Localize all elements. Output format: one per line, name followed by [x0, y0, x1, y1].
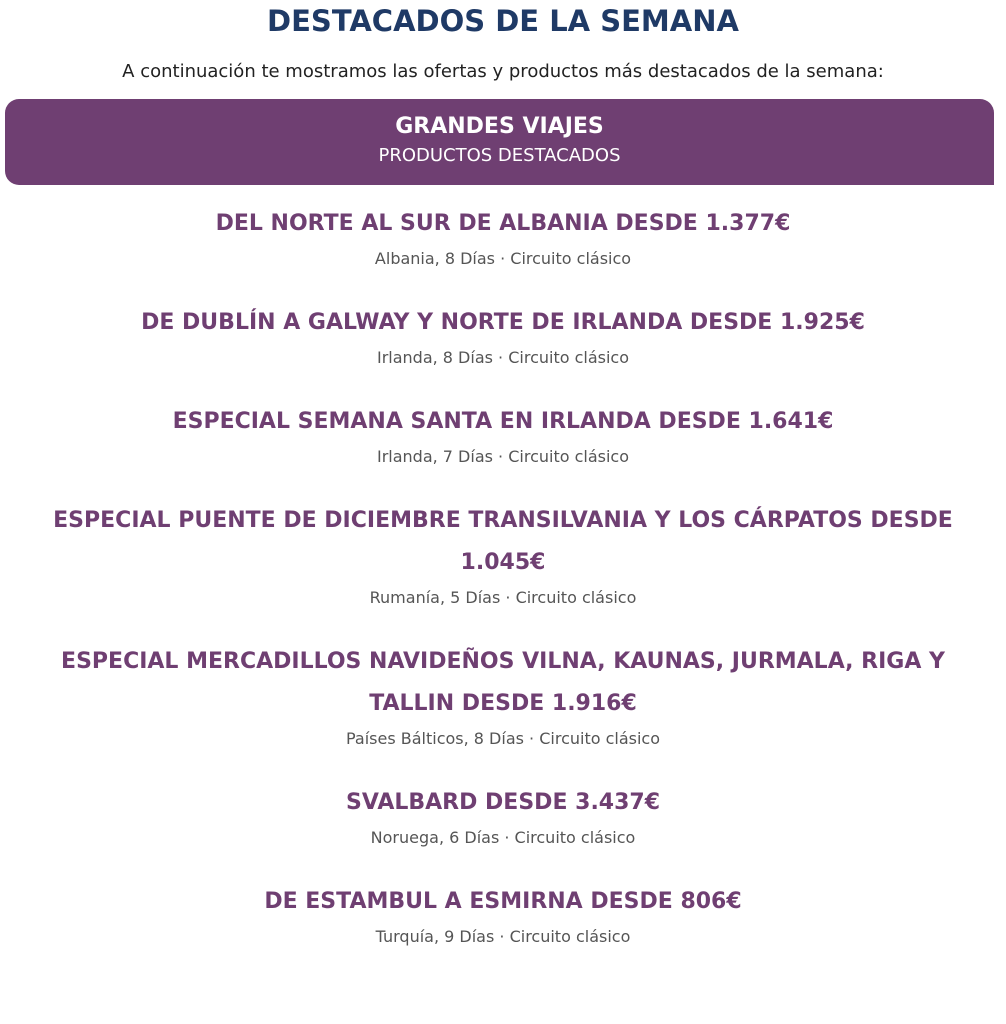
- product-item: [0, 302, 1006, 374]
- product-meta: Irlanda, 8 Días · Circuito clásico: [376, 348, 630, 367]
- banner-subtitle: PRODUCTOS DESTACADOS: [378, 145, 621, 166]
- product-item: [0, 401, 1006, 473]
- product-list: [0, 203, 1006, 953]
- product-item: [0, 500, 1006, 614]
- product-meta: Noruega, 6 Días · Circuito clásico: [370, 828, 636, 847]
- category-banner: [5, 99, 994, 185]
- product-title-link[interactable]: DE ESTAMBUL A ESMIRNA DESDE 806€: [264, 889, 742, 914]
- product-title-link[interactable]: SVALBARD DESDE 3.437€: [345, 790, 661, 815]
- product-item: [0, 641, 1006, 755]
- product-meta: Irlanda, 7 Días · Circuito clásico: [376, 447, 630, 466]
- product-title-link[interactable]: DE DUBLÍN A GALWAY Y NORTE DE IRLANDA DESDE 1.925€: [141, 310, 865, 335]
- product-item: [0, 881, 1006, 953]
- product-meta: Albania, 8 Días · Circuito clásico: [374, 249, 632, 268]
- intro-text: A continuación te mostramos las ofertas y productos más destacados de la semana:: [122, 61, 884, 82]
- product-title-link[interactable]: DEL NORTE AL SUR DE ALBANIA DESDE 1.377€: [215, 211, 791, 236]
- product-item: [0, 782, 1006, 854]
- product-title-link[interactable]: ESPECIAL SEMANA SANTA EN IRLANDA DESDE 1.641€: [172, 409, 834, 434]
- page-title: DESTACADOS DE LA SEMANA: [267, 4, 739, 38]
- product-meta: Rumanía, 5 Días · Circuito clásico: [369, 588, 637, 607]
- product-title-link[interactable]: ESPECIAL PUENTE DE DICIEMBRE TRANSILVANIA Y LOS CÁRPATOS DESDE 1.045€: [53, 508, 953, 575]
- banner-title: GRANDES VIAJES: [395, 114, 604, 139]
- product-title-link[interactable]: ESPECIAL MERCADILLOS NAVIDEÑOS VILNA, KAUNAS, JURMALA, RIGA Y TALLIN DESDE 1.916€: [61, 649, 945, 716]
- product-meta: Países Bálticos, 8 Días · Circuito clásico: [345, 729, 661, 748]
- product-meta: Turquía, 9 Días · Circuito clásico: [375, 927, 631, 946]
- product-item: [0, 203, 1006, 275]
